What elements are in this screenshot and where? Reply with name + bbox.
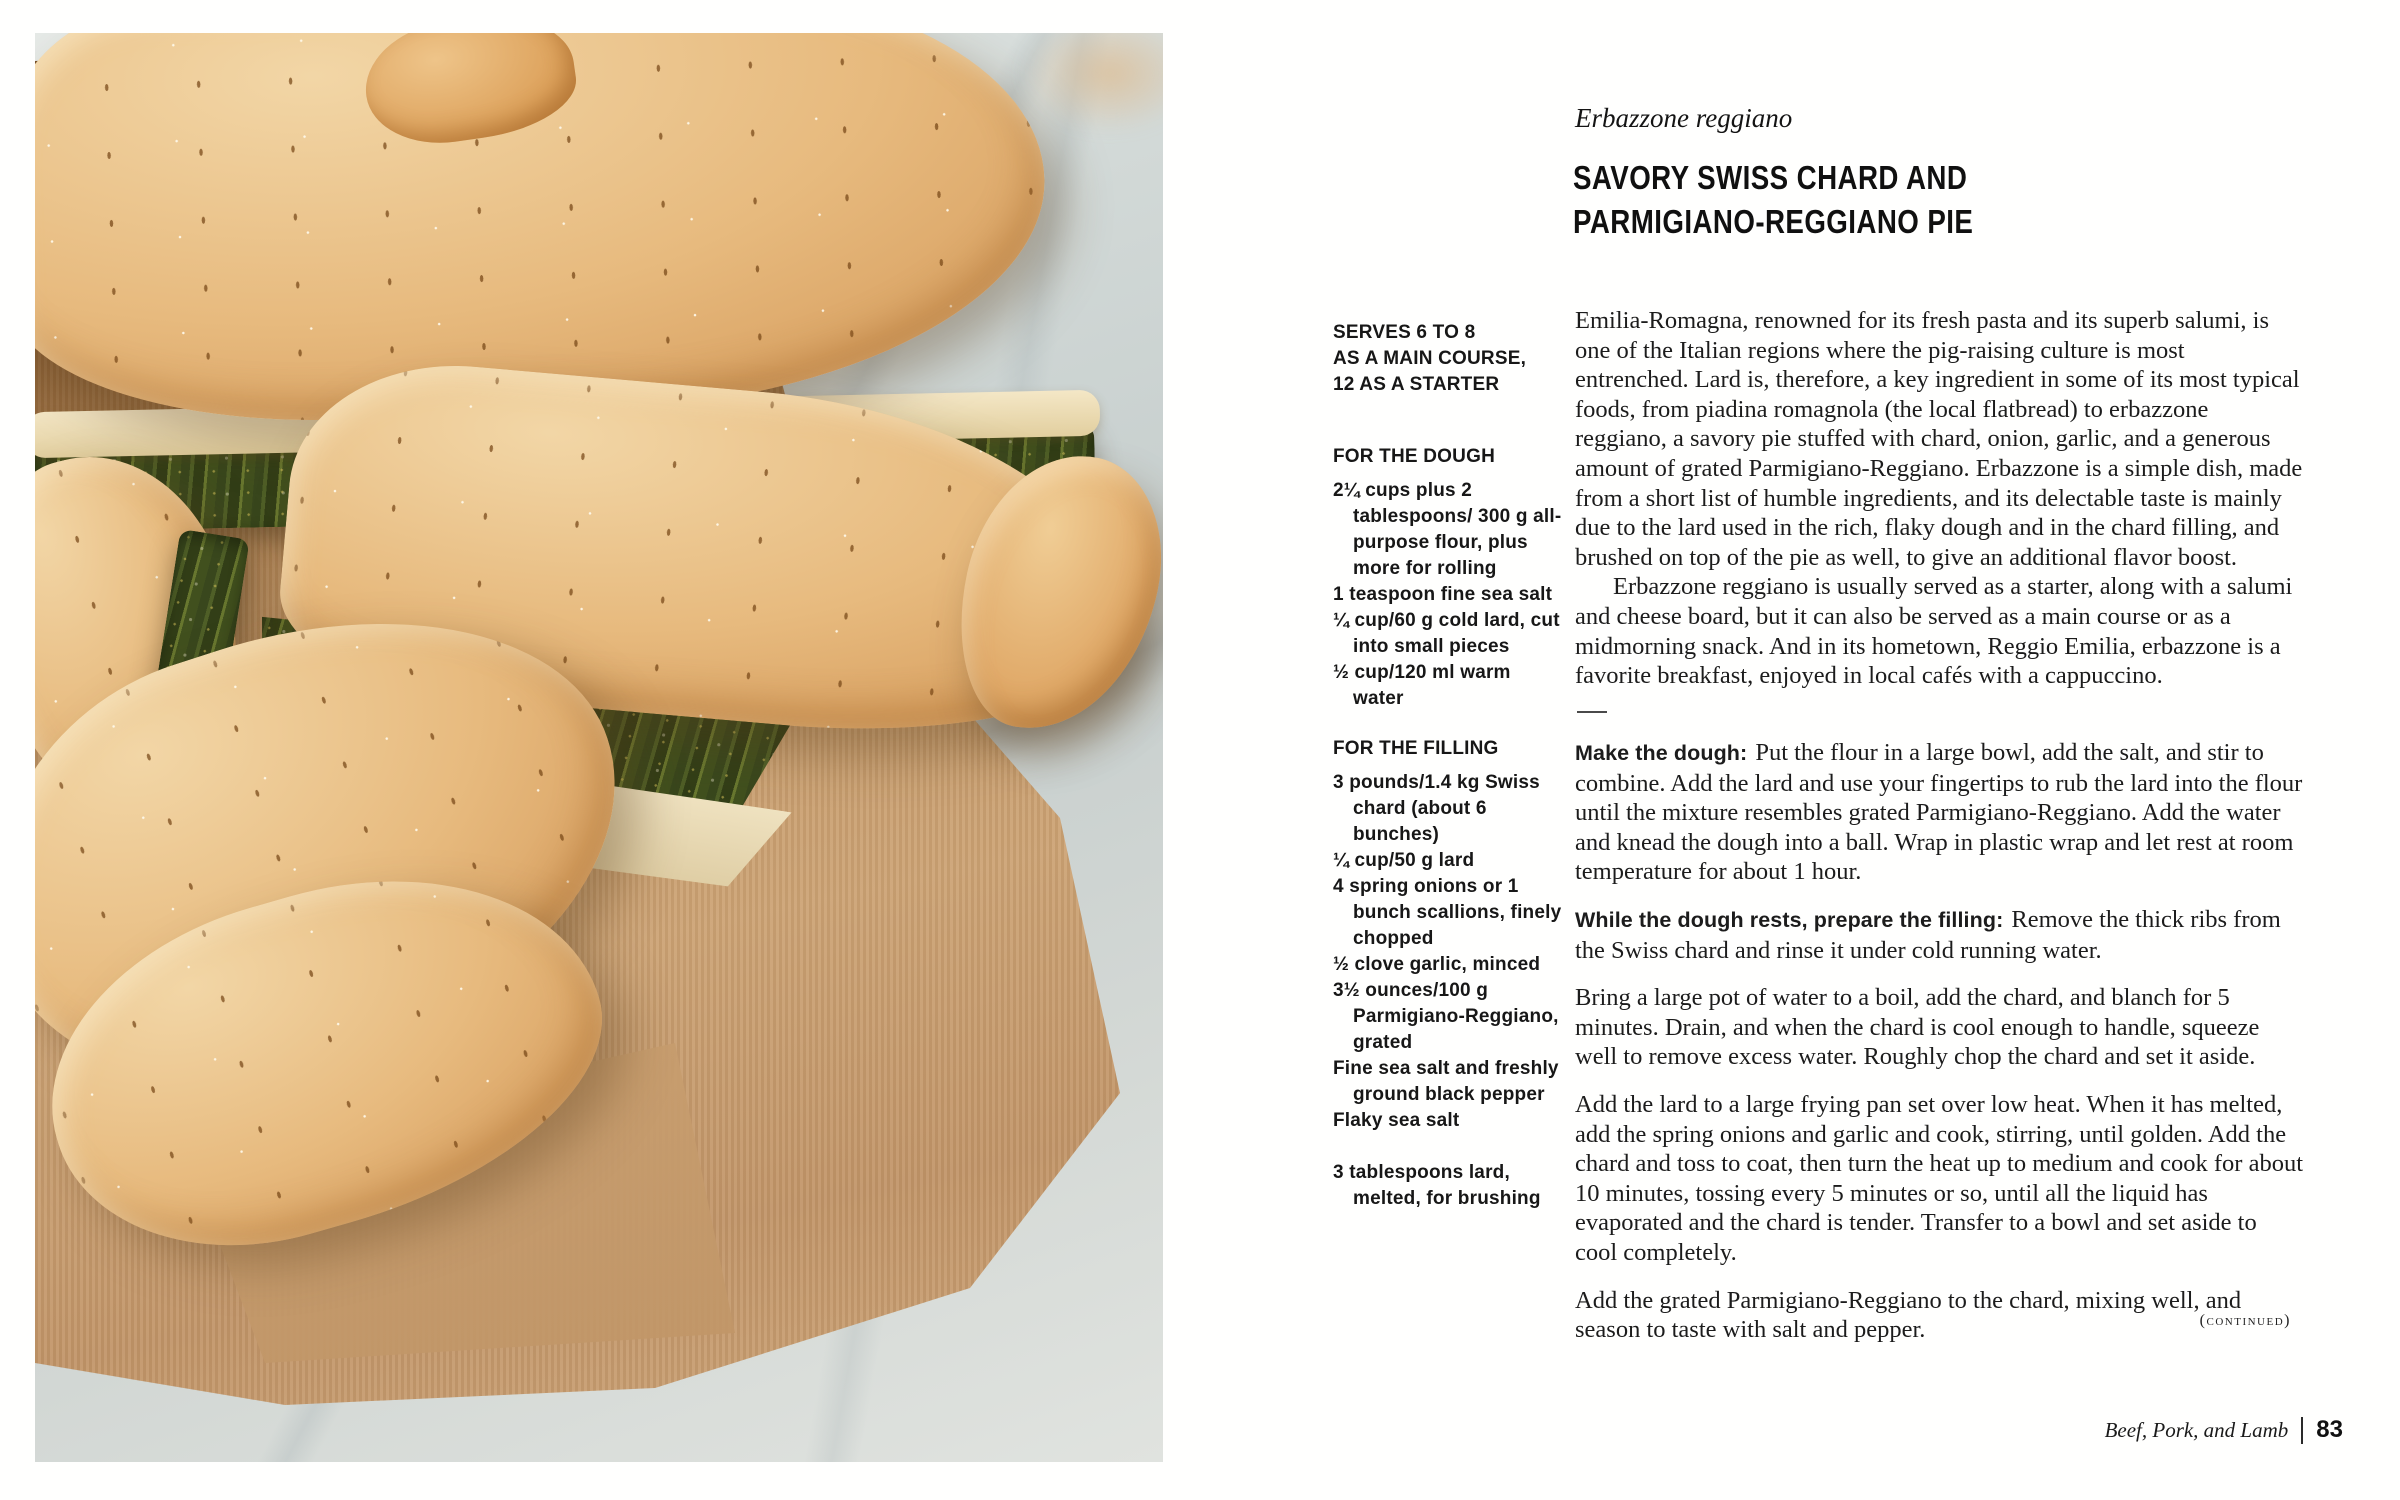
page-title [1573,156,1973,244]
intro-paragraph: Emilia-Romagna, renowned for its fresh pasta and its superb salumi, is one of the Italian regions where the pig-raising culture is most entrenched. Lard is, therefore, a key ingredient in some of its most typical foods, from piadina romagnola (the local flatbread) to erbazzone reggiano, a savory pie stuffed with chard, onion, garlic, and a generous amount of grated Parmigiano-Reggiano. Erbazzone is a simple dish, made from a short list of humble ingredients, and its delectable taste is mainly due to the lard used in the rich, flaky dough and in the chard filling, and brushed on top of the pie as well, to give an additional flavor boost. [1575,307,2303,571]
page-footer [1575,1416,2343,1444]
serves-note [1333,320,1565,398]
ingredient-item: ½ clove garlic, minced [1333,954,1541,975]
ingredient-item: 2¼ cups plus 2 tablespoons/ 300 g all-purpose flour, plus more for rolling [1333,480,1562,579]
step-paragraph [1575,905,2303,965]
step-lead: While the dough rests, prepare the filling: [1575,907,2004,932]
title-line: PARMIGIANO-REGGIANO PIE [1573,203,1974,240]
dough-ingredients-header: FOR THE DOUGH [1333,446,1495,467]
ingredient-item: 1 teaspoon fine sea salt [1333,584,1553,605]
serves-line: 12 AS A STARTER [1333,374,1500,395]
step-text: Remove the thick ribs from the Swiss chard and rinse it under cold running water. [1575,905,2281,964]
step-paragraph [1575,1090,2303,1268]
ingredient-item: 3½ ounces/100 g Parmigiano-Reggiano, grated [1333,980,1559,1053]
filling-ingredients-header: FOR THE FILLING [1333,738,1499,759]
ingredient-item: ½ cup/120 ml warm water [1333,662,1511,709]
intro-text [1575,306,2303,691]
recipe-photo [35,33,1163,1462]
footer-divider-bar [2301,1417,2303,1444]
ingredient-item: ¼ cup/60 g cold lard, cut into small pieces [1333,610,1560,657]
ingredient-item: 3 pounds/1.4 kg Swiss chard (about 6 bunches) [1333,772,1540,845]
continued-note: (continued) [2199,1312,2291,1329]
ingredient-item: Flaky sea salt [1333,1110,1460,1131]
page-number: 83 [2316,1416,2343,1443]
step-lead: Make the dough: [1575,741,1748,765]
ingredient-item: ¼ cup/50 g lard [1333,850,1475,871]
step-text: Add the grated Parmigiano-Reggiano to the chard, mixing well, and season to taste with salt and pepper. [1575,1286,2242,1344]
step-paragraph [1575,983,2303,1072]
ingredients-sidebar [1333,320,1565,1212]
serves-line: AS A MAIN COURSE, [1333,348,1527,369]
title-line: SAVORY SWISS CHARD AND [1573,159,1968,196]
ingredient-item: Fine sea salt and freshly ground black pepper [1333,1058,1559,1105]
step-text: Put the flour in a large bowl, add the salt, and stir to combine. Add the lard and use your fingertips to rub the lard into the flour until the mixture resembles grated Parmigiano-Reggiano. Add the water and knead the dough into a ball. Wrap in plastic wrap and let rest at room temperature for about 1 hour. [1575,739,2303,886]
serves-line: SERVES 6 TO 8 [1333,322,1476,343]
ingredient-item: 4 spring onions or 1 bunch scallions, finely chopped [1333,876,1562,949]
step-text: Bring a large pot of water to a boil, add the chard, and blanch for 5 minutes. Drain, and when the chard is cool enough to handle, squeeze well to remove excess water. Roughly chop the chard and set it aside. [1575,984,2260,1071]
step-paragraph [1575,738,2303,887]
method-steps [1575,738,2303,1363]
step-text: Add the lard to a large frying pan set over low heat. When it has melted, add the spring onions and garlic and cook, stirring, until golden. Add the chard and toss to coat, then turn the heat up to medium and cook for about 10 minutes, tossing every 5 minutes or so, until all the liquid has evaporated and the chard is tender. Transfer to a bowl and set aside to cool completely. [1575,1090,2304,1266]
ingredient-item-brushing: 3 tablespoons lard, melted, for brushing [1333,1162,1541,1209]
recipe-italian-name: Erbazzone reggiano [1575,103,1793,133]
section-divider [1577,711,1607,713]
intro-paragraph: Erbazzone reggiano is usually served as a starter, along with a salumi and cheese board, but it can also be served as a main course or as a midmorning snack. And in its hometown, Reggio Emilia, erbazzone is a favorite breakfast, enjoyed in local cafés with a cappuccino. [1575,573,2293,690]
footer-section-title: Beef, Pork, and Lamb [2104,1417,2289,1442]
